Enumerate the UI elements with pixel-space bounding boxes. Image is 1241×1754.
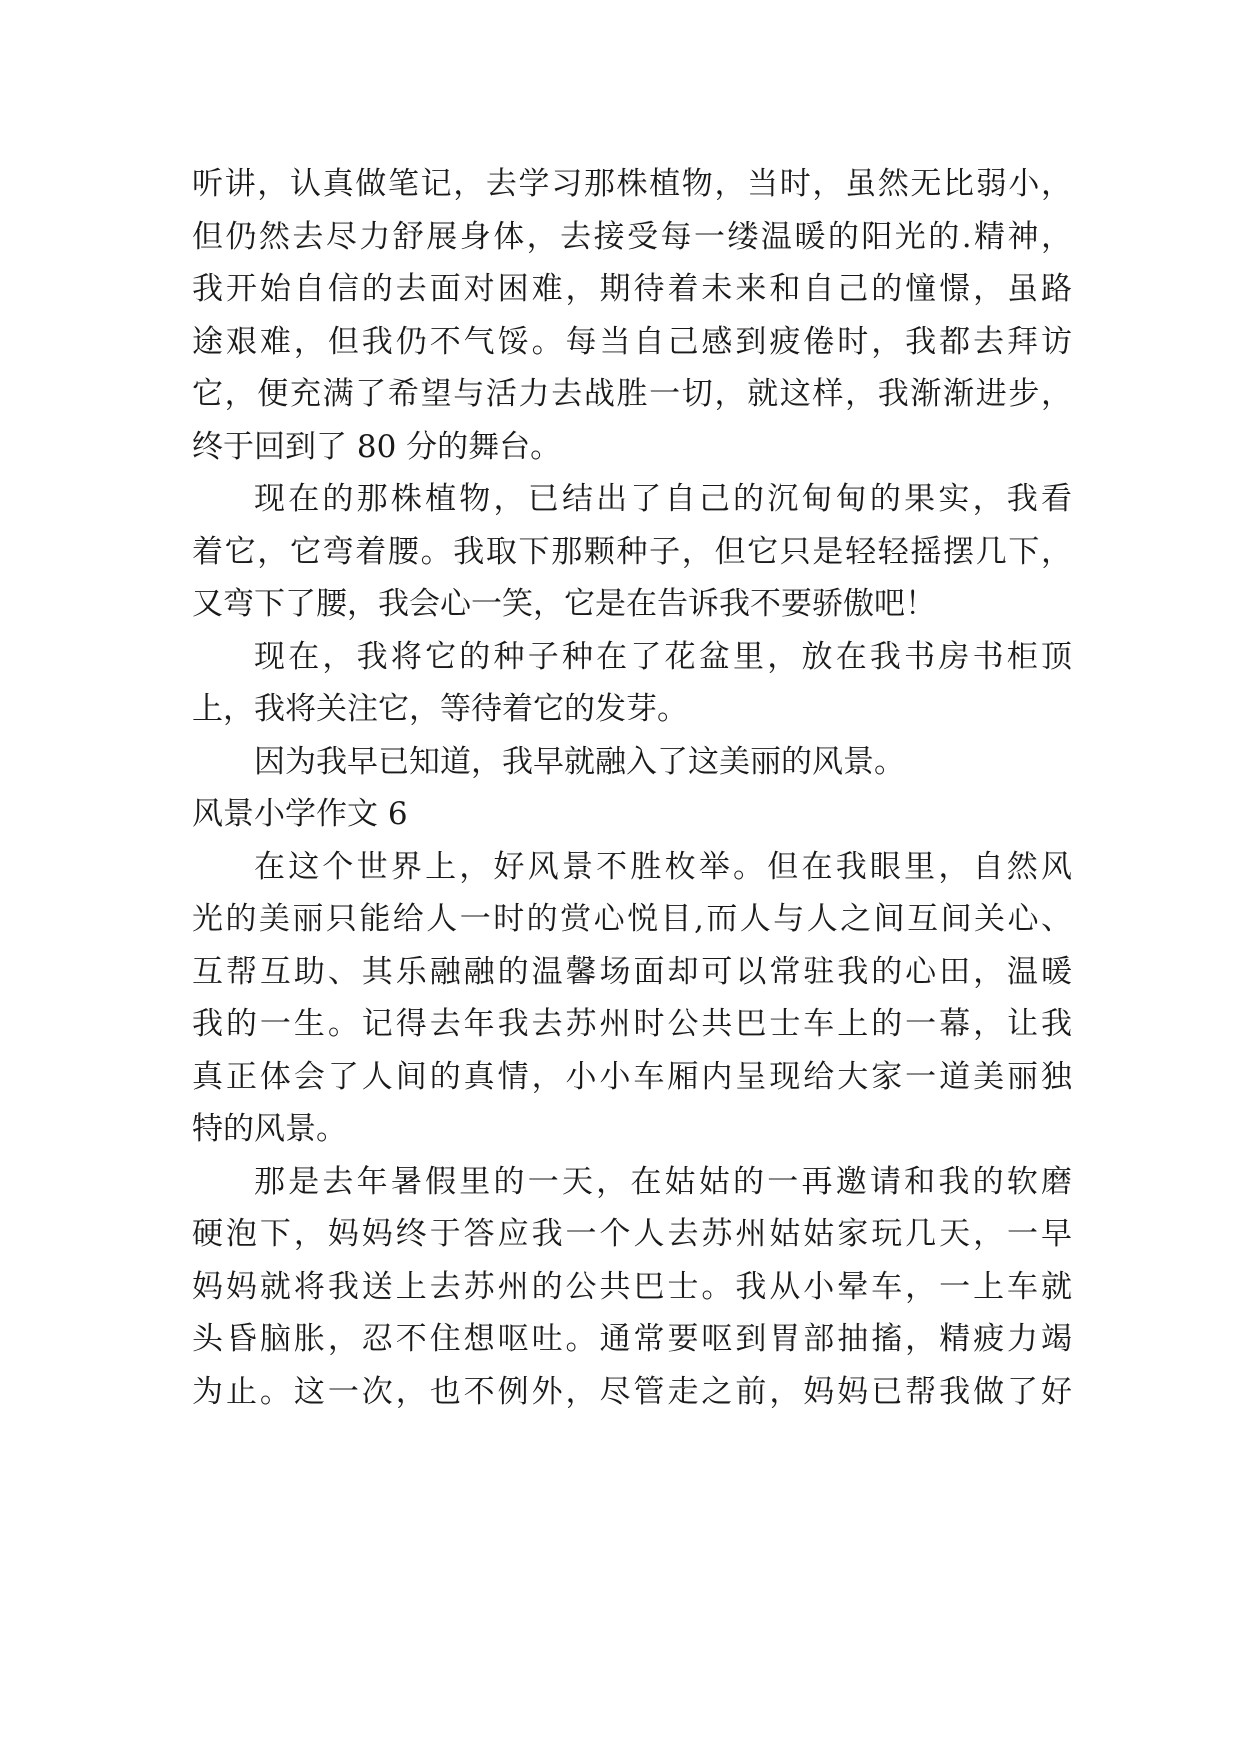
text-line: 妈妈就将我送上去苏州的公共巴士。我从小晕车，一上车就 — [192, 1268, 1072, 1305]
text-line: 但仍然去尽力舒展身体，去接受每一缕温暖的阳光的.精神， — [192, 218, 1072, 255]
text-line: 它，便充满了希望与活力去战胜一切，就这样，我渐渐进步， — [192, 376, 1072, 412]
text-line: 现在的那株植物，已结出了自己的沉甸甸的果实，我看 — [254, 481, 1072, 517]
text-line: 头昏脑胀，忍不住想呕吐。通常要呕到胃部抽搐，精疲力竭 — [192, 1321, 1072, 1357]
text-line: 光的美丽只能给人一时的赏心悦目,而人与人之间互间关心、 — [192, 901, 1072, 937]
text-line: 在这个世界上，好风景不胜枚举。但在我眼里，自然风 — [254, 848, 1072, 885]
text-line: 听讲，认真做笔记，去学习那株植物，当时，虽然无比弱小， — [192, 166, 1072, 202]
text-line: 又弯下了腰，我会心一笑，它是在告诉我不要骄傲吧！ — [192, 586, 936, 622]
section-heading: 风景小学作文 6 — [192, 796, 408, 832]
text-line: 上，我将关注它，等待着它的发芽。 — [192, 691, 688, 727]
text-line: 现在，我将它的种子种在了花盆里，放在我书房书柜顶 — [254, 638, 1072, 675]
text-line: 那是去年暑假里的一天，在姑姑的一再邀请和我的软磨 — [254, 1163, 1072, 1200]
text-line: 真正体会了人间的真情，小小车厢内呈现给大家一道美丽独 — [192, 1058, 1072, 1095]
text-line: 因为我早已知道，我早就融入了这美丽的风景。 — [254, 743, 905, 780]
text-line: 途艰难，但我仍不气馁。每当自己感到疲倦时，我都去拜访 — [192, 323, 1072, 360]
text-line: 我开始自信的去面对困难，期待着未来和自己的憧憬，虽路 — [192, 271, 1072, 307]
document-body — [192, 158, 1072, 1418]
text-line: 硬泡下，妈妈终于答应我一个人去苏州姑姑家玩几天，一早 — [192, 1216, 1072, 1252]
text-line: 终于回到了 80 分的舞台。 — [192, 428, 562, 465]
text-line: 我的一生。记得去年我去苏州时公共巴士车上的一幕，让我 — [192, 1006, 1072, 1042]
text-line: 着它，它弯着腰。我取下那颗种子，但它只是轻轻摇摆几下， — [192, 533, 1072, 570]
text-line: 互帮互助、其乐融融的温馨场面却可以常驻我的心田，温暖 — [192, 953, 1072, 990]
text-line: 为止。这一次，也不例外，尽管走之前，妈妈已帮我做了好 — [192, 1373, 1072, 1410]
text-line: 特的风景。 — [192, 1111, 347, 1147]
